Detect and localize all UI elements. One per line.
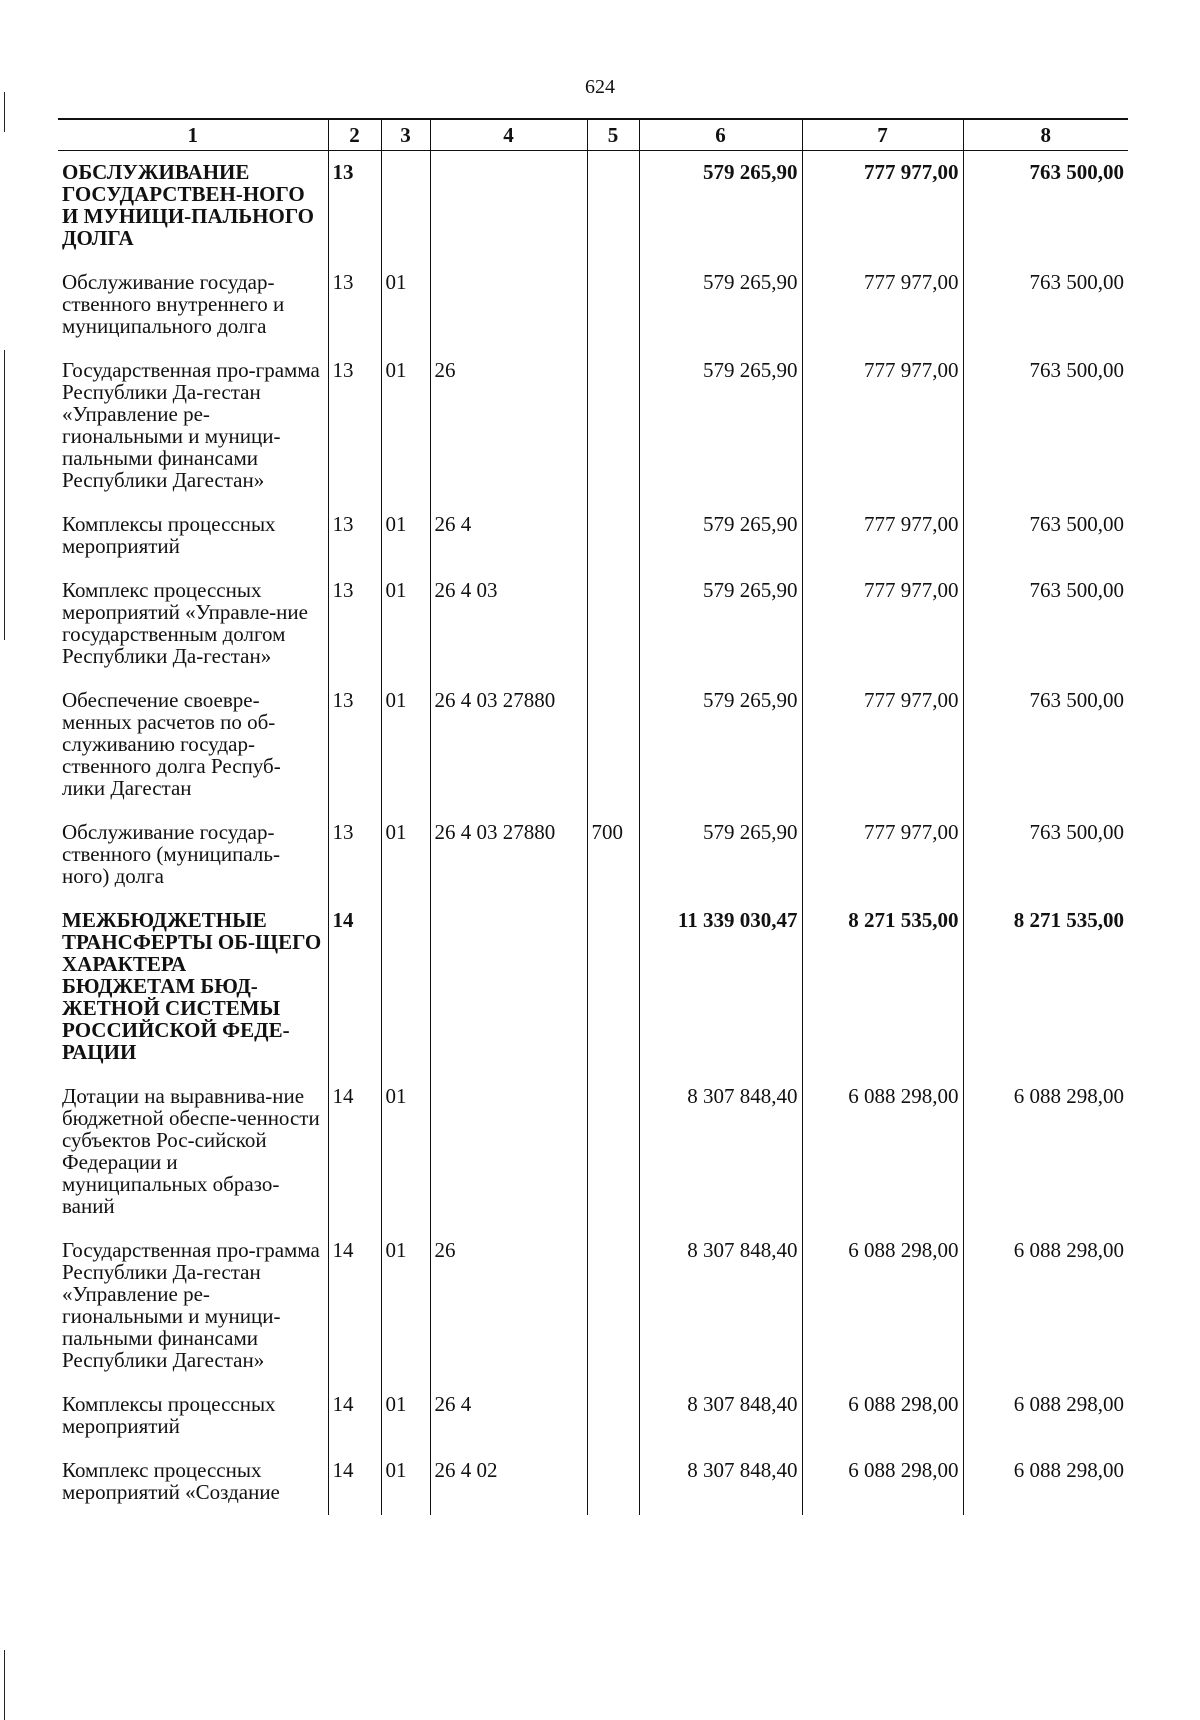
code-cell [587, 679, 639, 811]
row-name: Обслуживание государ-ственного (муниципаль-ного) долга [62, 820, 280, 888]
code-cell: 01 [381, 1449, 430, 1515]
amount-cell: 579 265,90 [639, 811, 802, 899]
code-cell: 26 4 03 27880 [430, 811, 587, 899]
code-cell: 13 [328, 679, 381, 811]
amount-cell: 8 271 535,00 [963, 899, 1128, 1075]
code-cell: 26 [430, 1229, 587, 1383]
code-cell: 13 [328, 811, 381, 899]
amount-cell: 777 977,00 [802, 349, 963, 503]
table-row [58, 1449, 1128, 1515]
code-cell [430, 1075, 587, 1229]
table-row [58, 503, 1128, 569]
amount-cell: 6 088 298,00 [802, 1383, 963, 1449]
amount-cell: 763 500,00 [963, 261, 1128, 349]
code-cell: 01 [381, 569, 430, 679]
code-cell: 26 4 [430, 1383, 587, 1449]
table-body [58, 151, 1128, 1516]
amount-cell: 11 339 030,47 [639, 899, 802, 1075]
row-name: Обслуживание государ-ственного внутреннего и муниципального долга [62, 270, 285, 338]
amount-cell: 579 265,90 [639, 503, 802, 569]
table-row [58, 569, 1128, 679]
scan-mark [4, 92, 5, 132]
amount-cell: 6 088 298,00 [963, 1383, 1128, 1449]
header-cell-6: 6 [639, 120, 802, 151]
code-cell [587, 1449, 639, 1515]
code-cell [587, 503, 639, 569]
code-cell: 14 [328, 1383, 381, 1449]
header-cell-5: 5 [587, 120, 639, 151]
code-cell: 26 4 02 [430, 1449, 587, 1515]
code-cell: 26 [430, 349, 587, 503]
header-cell-1: 1 [58, 120, 328, 151]
row-name: Комплексы процессных мероприятий [62, 512, 276, 558]
amount-cell: 763 500,00 [963, 349, 1128, 503]
amount-cell: 777 977,00 [802, 503, 963, 569]
code-cell: 01 [381, 679, 430, 811]
row-name: Государственная про-грамма Республики Да-гестан «Управление ре-гиональными и муници-пальными финансами Республики Дагестан» [62, 1238, 320, 1372]
code-cell: 13 [328, 151, 381, 262]
code-cell: 14 [328, 1449, 381, 1515]
code-cell [587, 261, 639, 349]
amount-cell: 579 265,90 [639, 151, 802, 262]
amount-cell: 763 500,00 [963, 569, 1128, 679]
amount-cell: 763 500,00 [963, 151, 1128, 262]
code-cell [587, 899, 639, 1075]
table-row [58, 1229, 1128, 1383]
row-name: ОБСЛУЖИВАНИЕ ГОСУДАРСТВЕН-НОГО И МУНИЦИ-ПАЛЬНОГО ДОЛГА [62, 160, 315, 250]
amount-cell: 777 977,00 [802, 811, 963, 899]
header-cell-2: 2 [328, 120, 381, 151]
code-cell: 14 [328, 1229, 381, 1383]
amount-cell: 6 088 298,00 [963, 1229, 1128, 1383]
amount-cell: 6 088 298,00 [963, 1449, 1128, 1515]
code-cell [587, 1075, 639, 1229]
header-cell-4: 4 [430, 120, 587, 151]
code-cell [587, 1383, 639, 1449]
amount-cell: 579 265,90 [639, 349, 802, 503]
code-cell: 01 [381, 1075, 430, 1229]
amount-cell: 579 265,90 [639, 261, 802, 349]
code-cell: 26 4 03 [430, 569, 587, 679]
code-cell [381, 899, 430, 1075]
amount-cell: 8 271 535,00 [802, 899, 963, 1075]
header-cell-3: 3 [381, 120, 430, 151]
code-cell [381, 151, 430, 262]
code-cell: 01 [381, 1383, 430, 1449]
scan-mark [4, 1650, 5, 1720]
table-row [58, 151, 1128, 262]
code-cell: 01 [381, 811, 430, 899]
header-cell-8: 8 [963, 120, 1128, 151]
code-cell [587, 569, 639, 679]
table-row [58, 1075, 1128, 1229]
code-cell: 13 [328, 503, 381, 569]
code-cell: 26 4 03 27880 [430, 679, 587, 811]
code-cell [430, 261, 587, 349]
table-row [58, 899, 1128, 1075]
row-name: Комплекс процессных мероприятий «Создание [62, 1458, 280, 1504]
amount-cell: 777 977,00 [802, 261, 963, 349]
amount-cell: 8 307 848,40 [639, 1383, 802, 1449]
amount-cell: 8 307 848,40 [639, 1075, 802, 1229]
row-name: Комплекс процессных мероприятий «Управле-ние государственным долгом Республики Да-гестан» [62, 578, 308, 668]
code-cell [587, 349, 639, 503]
code-cell: 14 [328, 899, 381, 1075]
table-row [58, 811, 1128, 899]
amount-cell: 777 977,00 [802, 679, 963, 811]
amount-cell: 763 500,00 [963, 503, 1128, 569]
amount-cell: 777 977,00 [802, 569, 963, 679]
amount-cell: 8 307 848,40 [639, 1449, 802, 1515]
code-cell: 01 [381, 1229, 430, 1383]
table-row [58, 261, 1128, 349]
scan-mark [4, 350, 5, 640]
code-cell: 13 [328, 261, 381, 349]
amount-cell: 8 307 848,40 [639, 1229, 802, 1383]
amount-cell: 579 265,90 [639, 679, 802, 811]
row-name: Комплексы процессных мероприятий [62, 1392, 276, 1438]
amount-cell: 6 088 298,00 [802, 1229, 963, 1383]
page-number: 624 [585, 76, 615, 98]
row-name: Дотации на выравнива-ние бюджетной обеспе-ченности субъектов Рос-сийской Федерации и муниципальных образо-ваний [62, 1084, 320, 1218]
code-cell: 13 [328, 349, 381, 503]
row-name: Государственная про-грамма Республики Да-гестан «Управление ре-гиональными и муници-пальными финансами Республики Дагестан» [62, 358, 320, 492]
code-cell: 26 4 [430, 503, 587, 569]
amount-cell: 777 977,00 [802, 151, 963, 262]
code-cell [587, 1229, 639, 1383]
code-cell: 14 [328, 1075, 381, 1229]
code-cell [430, 899, 587, 1075]
code-cell [587, 151, 639, 262]
amount-cell: 6 088 298,00 [802, 1075, 963, 1229]
row-name: МЕЖБЮДЖЕТНЫЕ ТРАНСФЕРТЫ ОБ-ЩЕГО ХАРАКТЕРА БЮДЖЕТАМ БЮД-ЖЕТНОЙ СИСТЕМЫ РОССИЙСКОЙ ФЕДЕ-РАЦИИ [62, 908, 322, 1064]
code-cell: 01 [381, 349, 430, 503]
budget-table [58, 120, 1128, 1515]
code-cell: 13 [328, 569, 381, 679]
amount-cell: 579 265,90 [639, 569, 802, 679]
amount-cell: 763 500,00 [963, 811, 1128, 899]
header-cell-7: 7 [802, 120, 963, 151]
table-row [58, 1383, 1128, 1449]
code-cell: 01 [381, 261, 430, 349]
table-row [58, 679, 1128, 811]
code-cell: 700 [587, 811, 639, 899]
amount-cell: 6 088 298,00 [802, 1449, 963, 1515]
table-row [58, 349, 1128, 503]
amount-cell: 763 500,00 [963, 679, 1128, 811]
amount-cell: 6 088 298,00 [963, 1075, 1128, 1229]
code-cell [430, 151, 587, 262]
row-name: Обеспечение своевре-менных расчетов по об-служиванию государ-ственного долга Респуб-лики Дагестан [62, 688, 281, 800]
code-cell: 01 [381, 503, 430, 569]
header-row [58, 120, 1128, 151]
